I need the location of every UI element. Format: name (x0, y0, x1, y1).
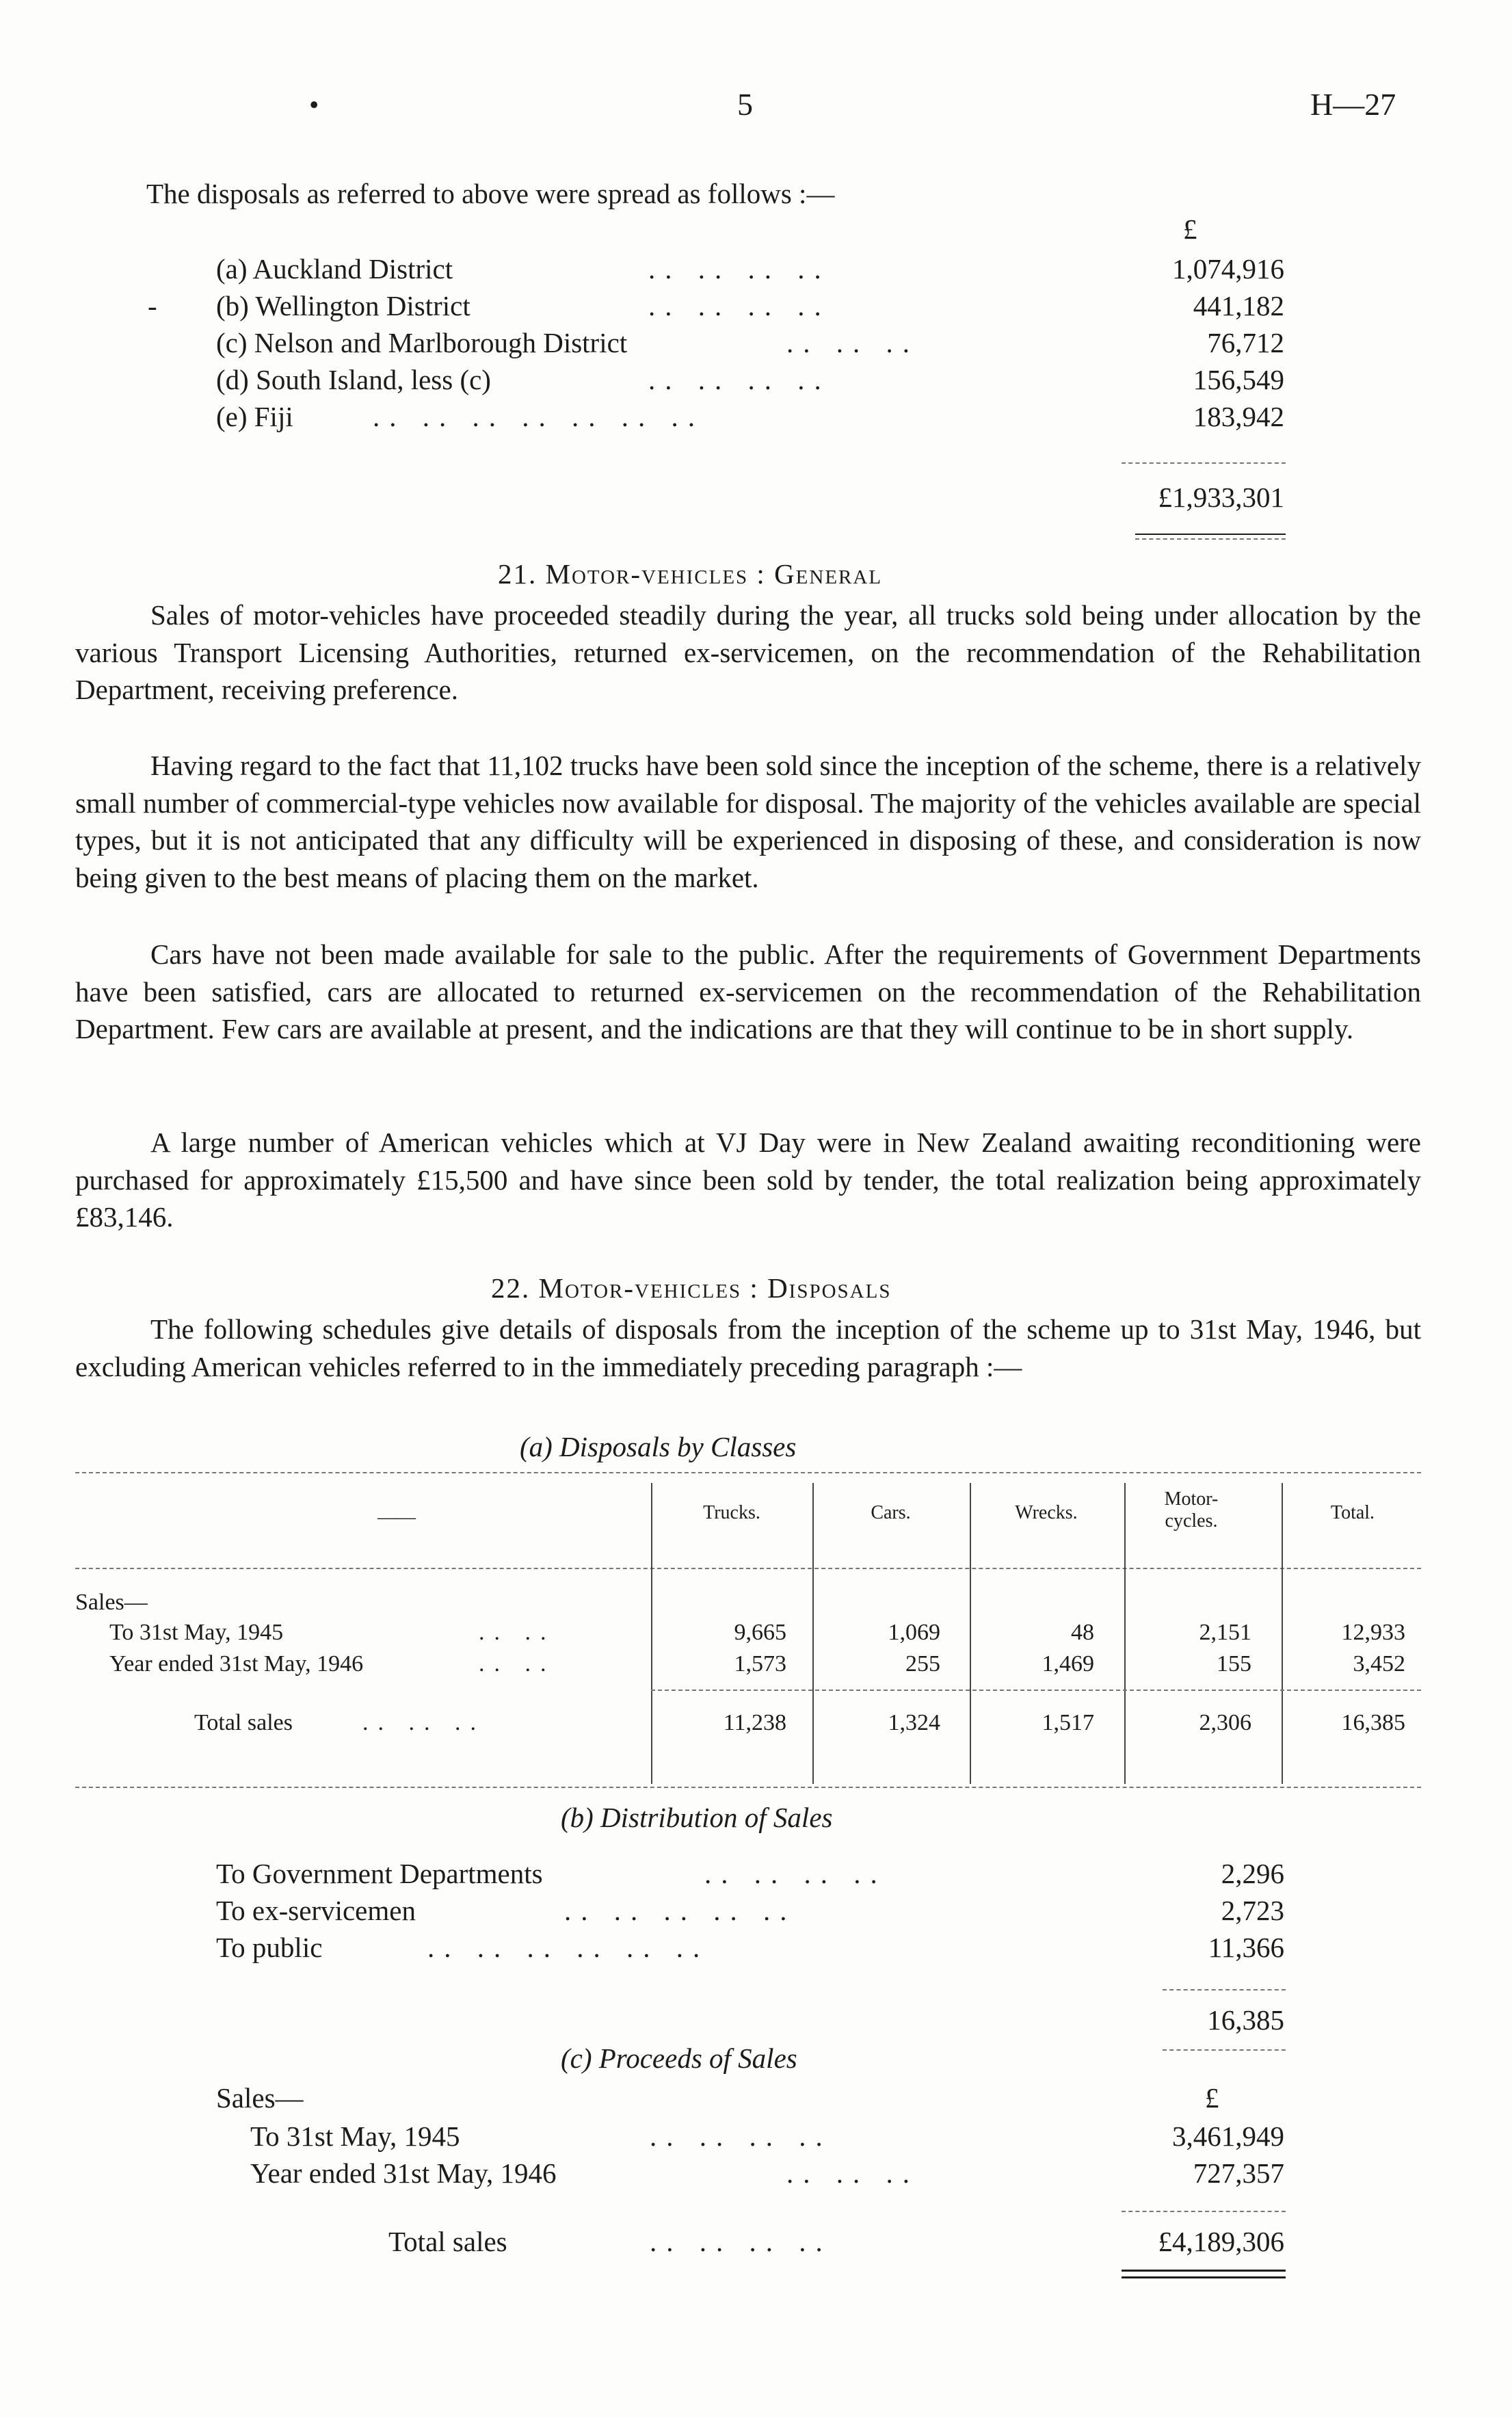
distribution-row-value: 11,366 (1208, 1932, 1284, 1963)
subtotal-rule (651, 1690, 1421, 1691)
leader-dots: .. .. (479, 1620, 556, 1645)
header-dot: • (309, 89, 319, 120)
proceeds-total-label: Total sales (388, 2226, 507, 2257)
sum-rule (1163, 2049, 1286, 2051)
leader-dots: .. .. .. (786, 2157, 919, 2189)
leader-dots: .. .. .. (786, 327, 919, 358)
leader-dots: .. .. .. .. (704, 1858, 887, 1889)
table-b-title: (b) Distribution of Sales (561, 1802, 833, 1833)
column-divider (651, 1483, 652, 1784)
cell-motorcycles: 2,151 (1199, 1620, 1251, 1645)
column-header-wrecks: Wrecks. (1015, 1502, 1078, 1523)
section-22-heading: 22. Motor-vehicles : Disposals (491, 1272, 892, 1304)
cell-wrecks: 48 (1071, 1620, 1094, 1645)
proceeds-row-value: 3,461,949 (1172, 2120, 1284, 2152)
column-divider (1282, 1483, 1283, 1784)
margin-mark: - (148, 290, 157, 321)
leader-dots: .. .. (479, 1651, 556, 1677)
distribution-row-value: 2,296 (1221, 1858, 1284, 1889)
proceeds-group-label: Sales— (216, 2082, 304, 2114)
column-header-total: Total. (1330, 1502, 1375, 1523)
column-header-motorcycles: Motor-cycles. (1164, 1488, 1219, 1532)
intro-text: The disposals as referred to above were spread as follows :— (146, 178, 835, 209)
cell-total: 3,452 (1353, 1651, 1405, 1677)
leader-dots: .. .. .. .. (648, 253, 831, 285)
cell-motorcycles: 155 (1217, 1651, 1251, 1677)
table-c-title: (c) Proceeds of Sales (561, 2042, 797, 2074)
cell-trucks: 11,238 (723, 1710, 786, 1735)
cell-trucks: 9,665 (734, 1620, 786, 1645)
leader-dots: .. .. .. .. (650, 2226, 832, 2257)
total-row-label: Total sales (194, 1710, 293, 1735)
table-row-label: Year ended 31st May, 1946 (109, 1651, 364, 1677)
proceeds-row-label: To 31st May, 1945 (250, 2120, 460, 2152)
district-row-label: (d) South Island, less (c) (216, 364, 491, 395)
double-rule (1122, 2276, 1286, 2278)
cell-wrecks: 1,517 (1042, 1710, 1094, 1735)
currency-symbol: £ (1183, 213, 1197, 245)
leader-dots: .. .. .. .. .. (564, 1895, 797, 1926)
district-row-value: 156,549 (1193, 364, 1284, 395)
section-21-paragraph: Cars have not been made available for sale to the public. After the requirements of Government Departments have been satisfied, cars are allocated to returned ex-servicemen on the recommendation of the Rehabilitation Department. Few cars are available at present, and the indications are that they will continue to be in short supply. (75, 938, 1421, 1044)
cell-wrecks: 1,469 (1042, 1651, 1094, 1677)
currency-symbol: £ (1205, 2082, 1219, 2114)
table-bottom-rule (75, 1787, 1421, 1788)
district-row-label: (e) Fiji (216, 401, 293, 432)
double-rule (1135, 534, 1286, 535)
district-row-label: (b) Wellington District (216, 290, 470, 321)
cell-motorcycles: 2,306 (1199, 1710, 1251, 1735)
section-21-paragraph: A large number of American vehicles which at VJ Day were in New Zealand awaiting reconditioning were purchased for approximately £15,500 and have since been sold by tender, the total realization being approximately £83,146. (75, 1127, 1421, 1233)
district-total: £1,933,301 (1158, 482, 1284, 513)
section-21-paragraph: Sales of motor-vehicles have proceeded steadily during the year, all trucks sold being under allocation by the various Transport Licensing Authorities, returned ex-servicemen, on the recommendation of the Rehabilitation Department, receiving preference. (75, 599, 1421, 705)
district-row-value: 183,942 (1193, 401, 1284, 432)
sales-group-label: Sales— (75, 1590, 148, 1615)
sum-rule (1122, 2211, 1286, 2212)
cell-cars: 1,069 (888, 1620, 940, 1645)
table-a-title: (a) Disposals by Classes (520, 1431, 797, 1462)
sum-rule (1163, 1989, 1286, 1990)
leader-dots: .. .. .. .. .. .. (427, 1932, 710, 1963)
column-header-trucks: Trucks. (703, 1502, 760, 1523)
leader-dots: .. .. .. .. (648, 290, 831, 321)
table-top-rule (75, 1472, 1421, 1473)
cell-trucks: 1,573 (734, 1651, 786, 1677)
leader-dots: .. .. .. .. (648, 364, 831, 395)
document-reference: H—27 (1310, 87, 1396, 122)
double-rule (1135, 538, 1286, 540)
district-row-label: (a) Auckland District (216, 253, 453, 285)
district-row-value: 441,182 (1193, 290, 1284, 321)
leader-dots: .. .. .. (362, 1710, 486, 1735)
distribution-row-label: To Government Departments (216, 1858, 543, 1889)
distribution-row-label: To ex-servicemen (216, 1895, 416, 1926)
district-row-value: 76,712 (1207, 327, 1284, 358)
column-header-cars: Cars. (871, 1502, 911, 1523)
column-header-stub: —— (377, 1507, 416, 1528)
distribution-row-value: 2,723 (1221, 1895, 1284, 1926)
leader-dots: .. .. .. .. (650, 2120, 832, 2152)
page-number: 5 (737, 87, 753, 122)
proceeds-row-value: 727,357 (1193, 2157, 1284, 2189)
distribution-total: 16,385 (1207, 2004, 1284, 2036)
distribution-row-label: To public (216, 1932, 323, 1963)
table-row-label: To 31st May, 1945 (109, 1620, 284, 1645)
double-rule (1122, 2270, 1286, 2272)
section-22-paragraph: The following schedules give details of disposals from the inception of the scheme up to 31st May, 1946, but excluding American vehicles referred to in the immediately preceding paragraph :— (75, 1313, 1421, 1382)
section-21-heading: 21. Motor-vehicles : General (498, 558, 883, 590)
header-rule (75, 1568, 1421, 1569)
proceeds-total: £4,189,306 (1158, 2226, 1284, 2257)
sum-rule (1122, 462, 1286, 464)
cell-cars: 255 (905, 1651, 940, 1677)
cell-total: 16,385 (1341, 1710, 1405, 1735)
cell-total: 12,933 (1341, 1620, 1405, 1645)
leader-dots: .. .. .. .. .. .. .. (373, 401, 704, 432)
cell-cars: 1,324 (888, 1710, 940, 1735)
district-row-value: 1,074,916 (1172, 253, 1284, 285)
proceeds-row-label: Year ended 31st May, 1946 (250, 2157, 557, 2189)
column-divider (1124, 1483, 1126, 1784)
section-21-paragraph: Having regard to the fact that 11,102 trucks have been sold since the inception of the scheme, there is a relatively small number of commercial-type vehicles now available for disposal. The majority of the vehicles available are special types, but it is not anticipated that any difficulty will be experienced in disposing of these, and consideration is now being given to the best means of placing them on the market. (75, 750, 1421, 893)
district-row-label: (c) Nelson and Marlborough District (216, 327, 628, 358)
